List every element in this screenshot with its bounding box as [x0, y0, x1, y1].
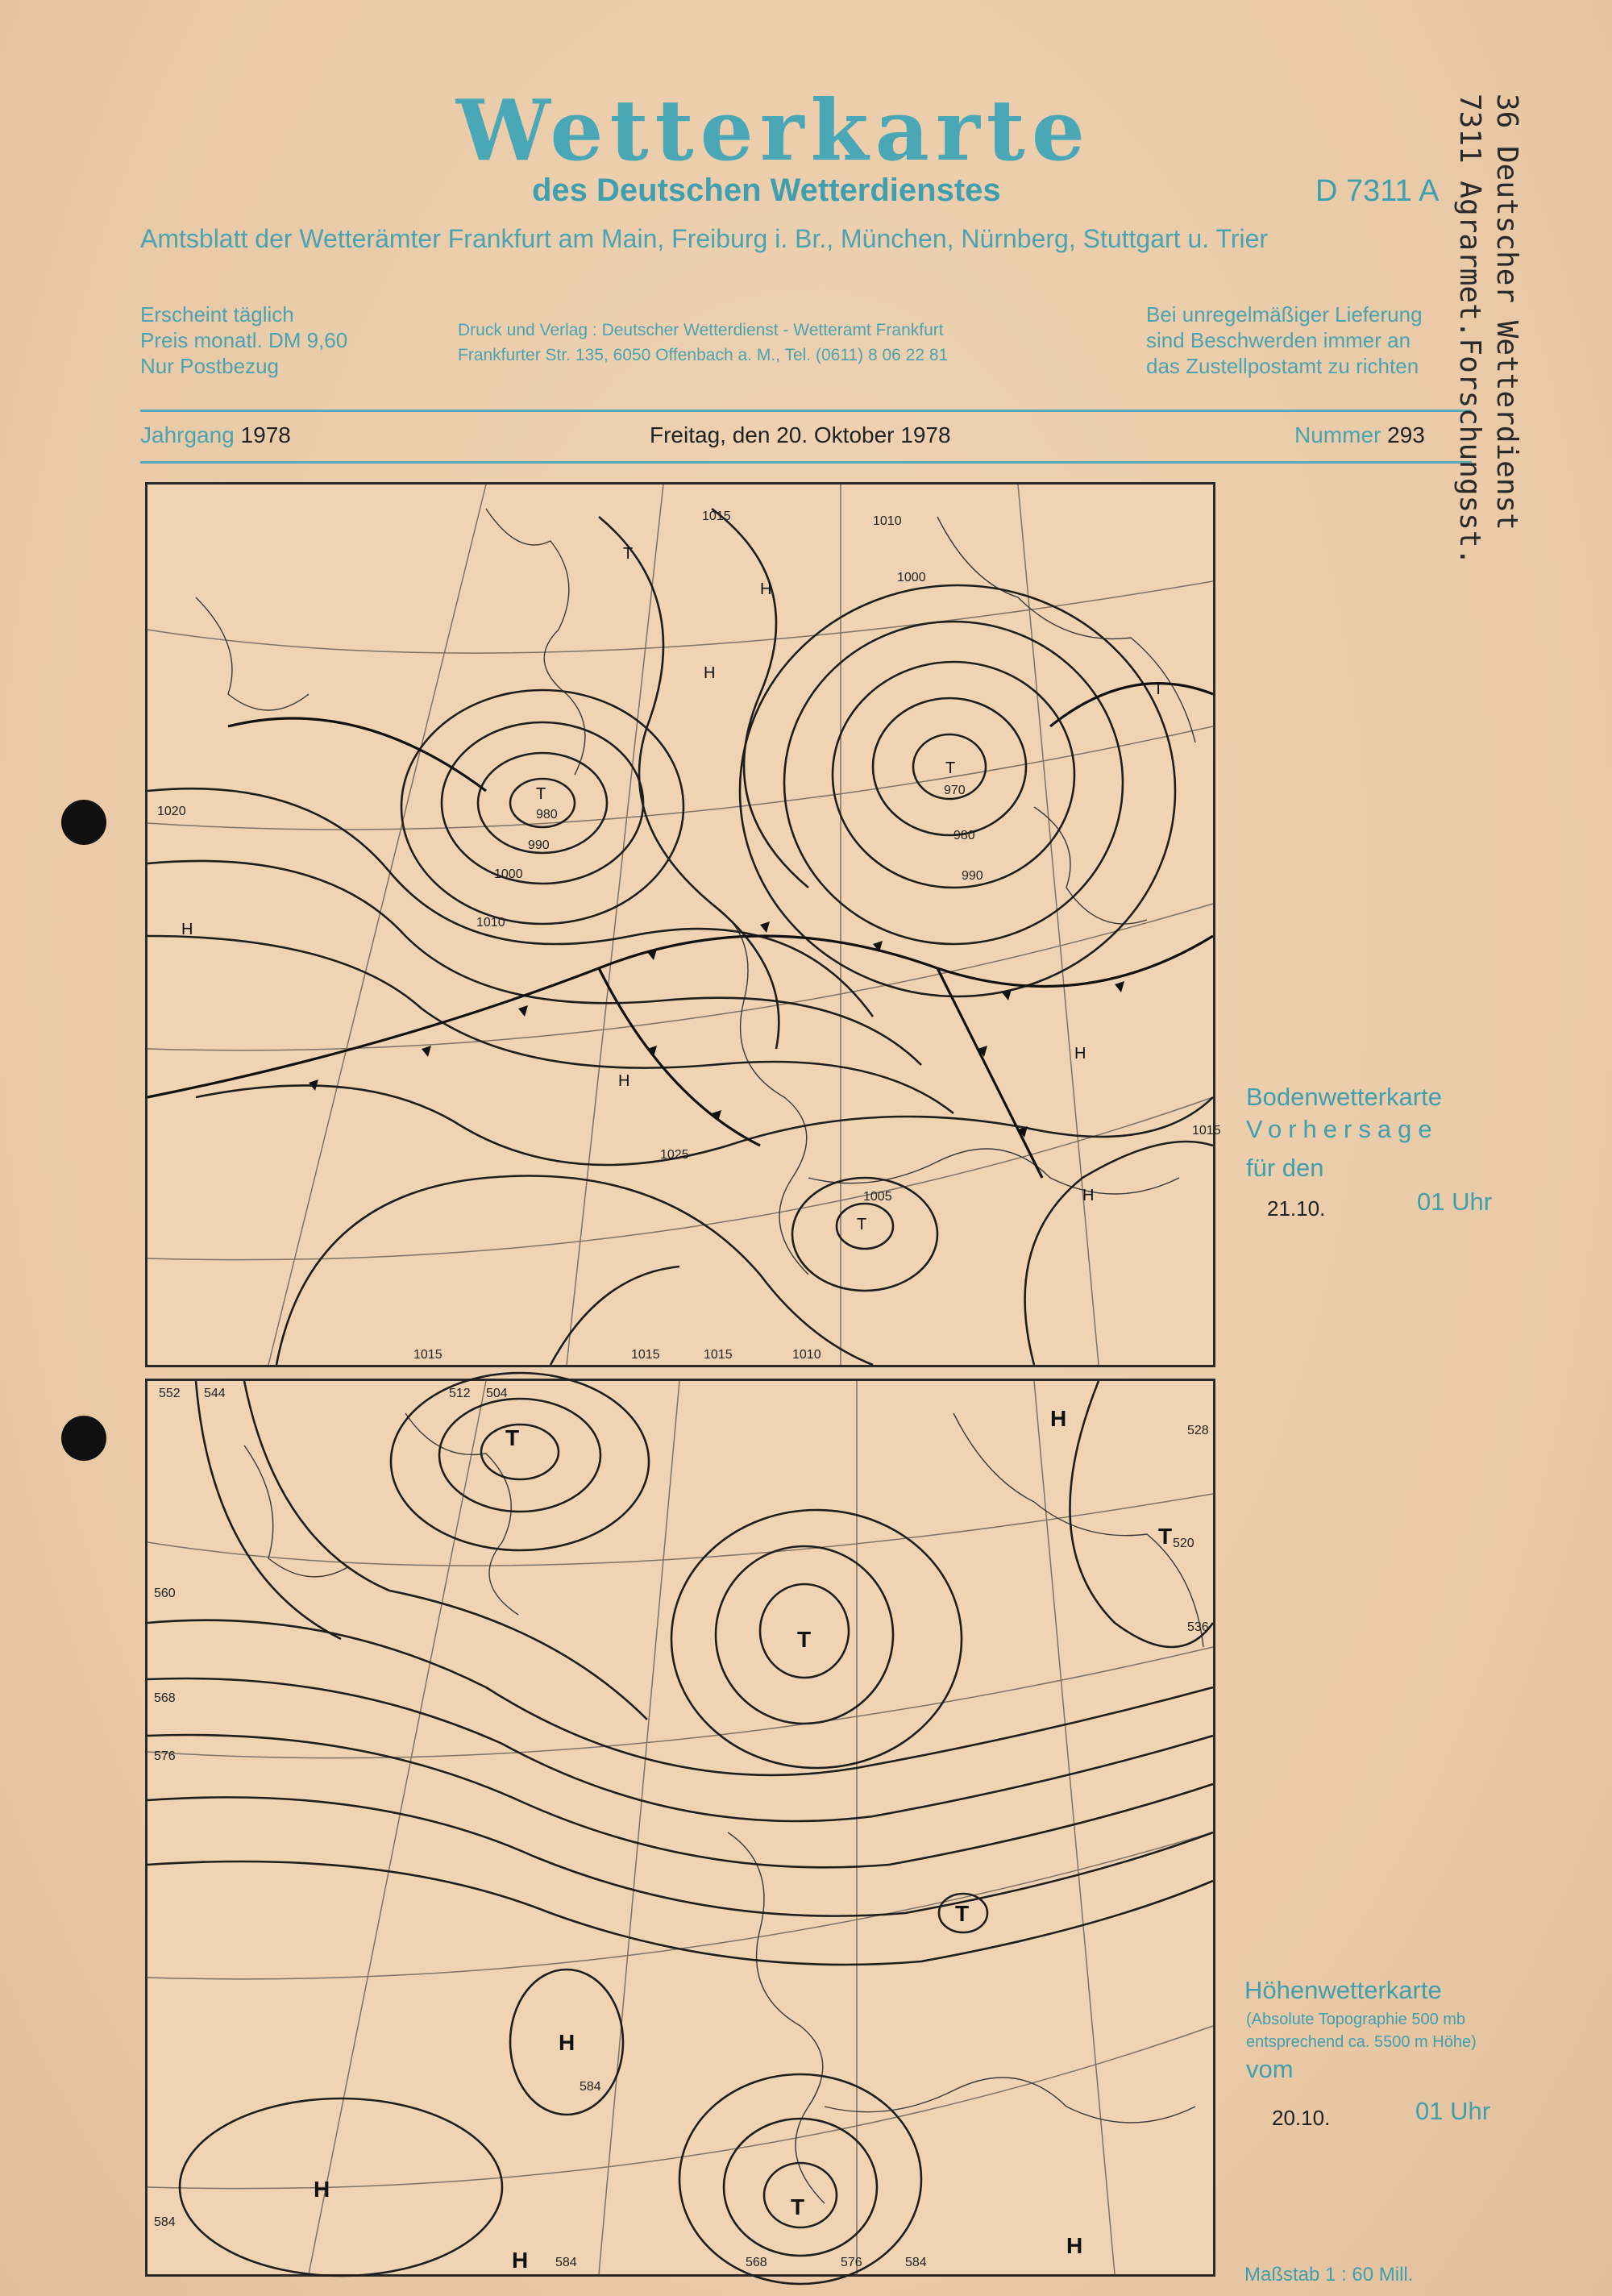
hoehenkarte-from-label: vom [1246, 2055, 1294, 2083]
bodenkarte-for-label: für den [1246, 1154, 1324, 1182]
isobar-label: 1015 [631, 1348, 660, 1362]
nummer-label: Nummer [1294, 422, 1381, 447]
surface-map-drawing [147, 485, 1221, 1365]
high-label: H [1066, 2233, 1083, 2258]
contour-label: 584 [905, 2256, 927, 2269]
info-line: Nur Postbezug [140, 354, 279, 378]
high-label: H [760, 580, 772, 598]
upper-air-map-drawing [147, 1381, 1213, 2274]
stamp-line-2: 7311 Agrarmet.Forschungsst. [1453, 94, 1486, 566]
contour-label: 528 [1187, 1424, 1209, 1437]
isobar-label: 980 [536, 808, 558, 821]
high-label: H [1074, 1045, 1086, 1063]
high-label: H [512, 2248, 529, 2273]
high-label: H [1082, 1187, 1095, 1204]
high-label: H [1050, 1406, 1067, 1431]
isobar-label: 1015 [413, 1348, 442, 1362]
isobar-label: 1025 [660, 1148, 689, 1162]
hoehenkarte-title: Höhenwetterkarte [1244, 1976, 1442, 2004]
delivery-info [1146, 302, 1423, 379]
isobar-label: 970 [944, 784, 966, 797]
isobar-label: 1015 [1192, 1124, 1221, 1138]
contour-label: 552 [159, 1387, 181, 1400]
jahrgang [140, 422, 291, 448]
contour-label: 560 [154, 1587, 176, 1600]
amtsblatt-line: Amtsblatt der Wetterämter Frankfurt am Main, Freiburg i. Br., München, Nürnberg, Stuttgart u. Trier [140, 224, 1269, 253]
coastlines [244, 1413, 1203, 2203]
info-line: Druck und Verlag : Deutscher Wetterdienst - Wetteramt Frankfurt [458, 321, 944, 339]
contour-label: 544 [204, 1387, 226, 1400]
isobar-label: 1000 [494, 867, 523, 881]
hoehenkarte-date: 20.10. [1272, 2106, 1331, 2130]
punch-hole-top [61, 800, 106, 845]
contour-label: 536 [1187, 1620, 1209, 1634]
isobar-label: 980 [953, 829, 975, 842]
document-number: D 7311 A [1315, 174, 1440, 208]
info-line: sind Beschwerden immer an [1146, 328, 1411, 352]
isobar-label: 990 [528, 838, 550, 852]
high-label: H [618, 1072, 630, 1090]
low-label: T [1158, 1524, 1173, 1549]
hoehenkarte-note-2: entsprechend ca. 5500 m Höhe) [1246, 2033, 1477, 2051]
front-symbols [309, 921, 1124, 1138]
contour-label: 584 [154, 2215, 176, 2229]
punch-hole-bottom [61, 1416, 106, 1461]
info-line: Erscheint täglich [140, 302, 294, 327]
isobar-label: 1010 [792, 1348, 821, 1362]
low-label: T [505, 1425, 520, 1450]
isobar-labels [157, 510, 1221, 1362]
info-line: das Zustellpostamt zu richten [1146, 354, 1419, 378]
contour-label: 504 [486, 1387, 508, 1400]
map-scale: Maßstab 1 : 60 Mill. [1244, 2264, 1414, 2286]
graticule [147, 485, 1213, 1365]
masthead-title: Wetterkarte [456, 81, 1091, 180]
bodenkarte-time: 01 Uhr [1417, 1188, 1493, 1216]
low-label: T [797, 1627, 812, 1652]
low-label: T [623, 545, 634, 563]
contour-label: 520 [1173, 1537, 1194, 1550]
issue-date: Freitag, den 20. Oktober 1978 [650, 422, 951, 447]
high-label: H [704, 664, 716, 682]
low-label: T [536, 785, 546, 803]
header-rule-bottom [140, 461, 1472, 464]
info-line: Frankfurter Str. 135, 6050 Offenbach a. M., Tel. (0611) 8 06 22 81 [458, 346, 949, 364]
header-rule-top [140, 410, 1472, 412]
contour-label: 512 [449, 1387, 471, 1400]
isobar-label: 1010 [476, 916, 505, 930]
high-label: H [314, 2177, 330, 2202]
isobar-label: 1005 [863, 1190, 892, 1204]
contour-label: 568 [746, 2256, 767, 2269]
contour-label: 568 [154, 1691, 176, 1705]
contour-label: 584 [580, 2080, 601, 2094]
stamp-line-1: 36 Deutscher Wetterdienst [1490, 94, 1523, 530]
masthead-subtitle: des Deutschen Wetterdienstes [532, 173, 1001, 208]
hoehenkarte-time: 01 Uhr [1415, 2097, 1491, 2125]
contour-label: 576 [154, 1749, 176, 1763]
low-label: T [945, 759, 956, 777]
isobar-label: 1015 [702, 510, 731, 523]
isobar-label: 1015 [704, 1348, 733, 1362]
contour-label: 576 [841, 2256, 862, 2269]
jahrgang-label: Jahrgang [140, 422, 235, 447]
low-label: T [791, 2194, 805, 2219]
info-line: Preis monatl. DM 9,60 [140, 328, 348, 352]
high-label: H [181, 921, 193, 938]
weather-fronts [147, 684, 1213, 1178]
bodenkarte-date: 21.10. [1267, 1196, 1326, 1221]
low-label: T [1153, 680, 1164, 698]
contour-label: 584 [555, 2256, 577, 2269]
info-line: Bei unregelmäßiger Lieferung [1146, 302, 1423, 327]
isobar-label: 1010 [873, 514, 902, 528]
low-label: T [955, 1901, 970, 1926]
pressure-centers [181, 545, 1163, 1233]
upper-air-map [145, 1379, 1215, 2277]
isobar-label: 1020 [157, 805, 186, 818]
library-stamp [1402, 94, 1523, 658]
bodenkarte-subtitle: Vorhersage [1246, 1115, 1439, 1143]
isobar-label: 990 [962, 869, 983, 883]
nummer-value: 293 [1387, 422, 1425, 447]
high-label: H [559, 2030, 575, 2055]
subscription-info [140, 302, 347, 379]
hoehenkarte-note-1: (Absolute Topographie 500 mb [1246, 2011, 1466, 2028]
low-label: T [857, 1216, 867, 1233]
isobar-label: 1000 [897, 571, 926, 584]
jahrgang-value: 1978 [240, 422, 291, 447]
isobars [147, 509, 1213, 1365]
bodenkarte-title: Bodenwetterkarte [1246, 1083, 1442, 1111]
surface-weather-map [145, 482, 1221, 1367]
publisher-info [458, 318, 948, 368]
height-contours [147, 1373, 1213, 2284]
